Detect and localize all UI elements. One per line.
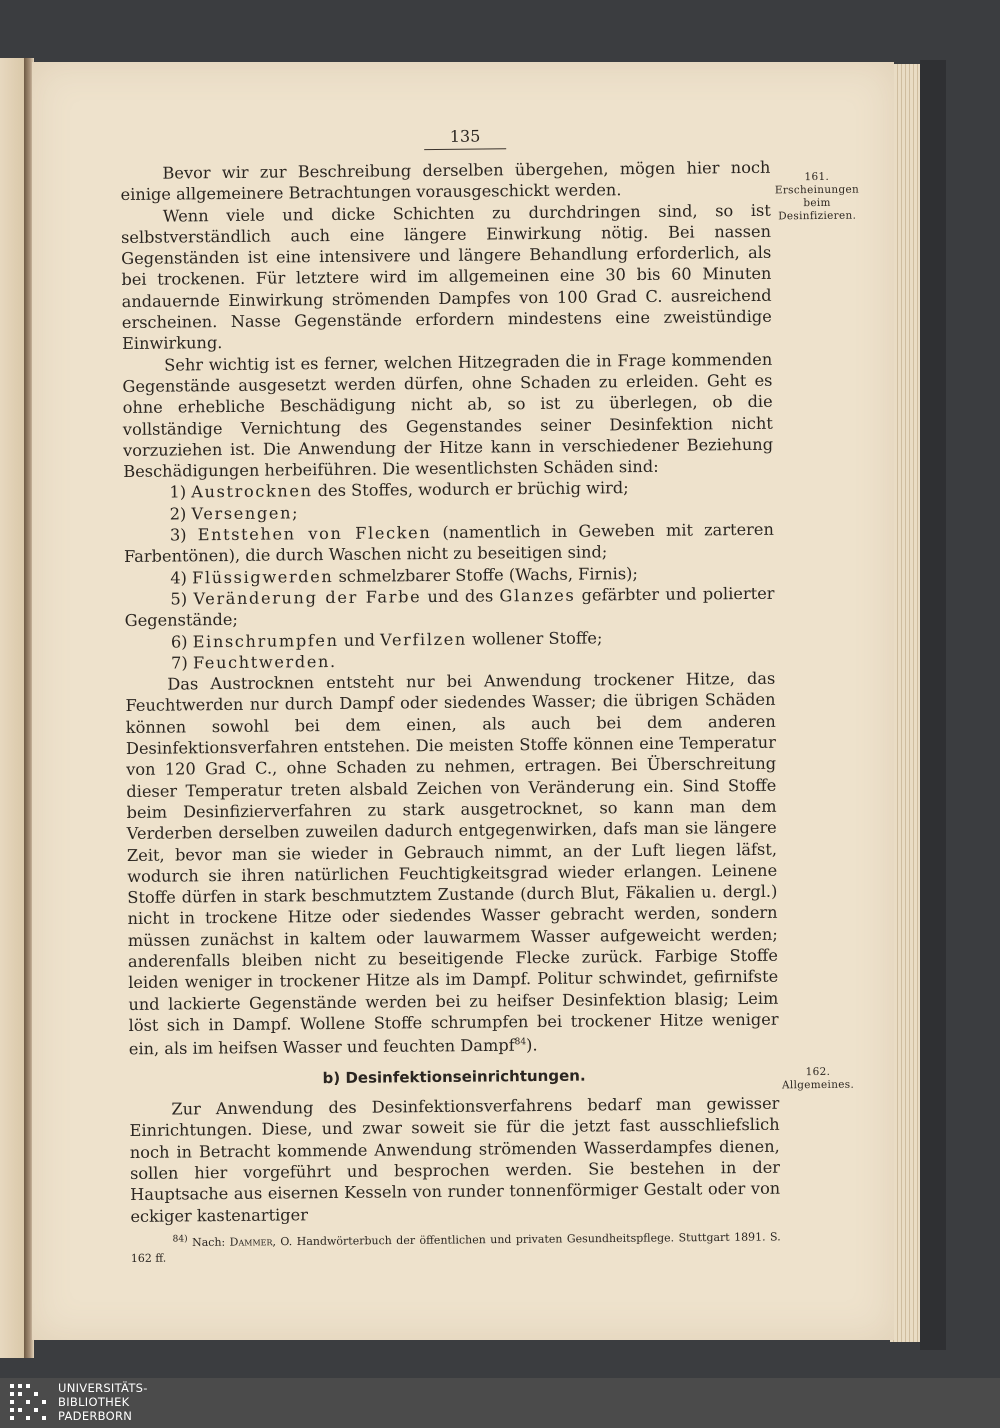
paragraph-4: Das Austrocknen entsteht nur bei Anwendung trockener Hitze, das Feuchtwerden nur durch Dampf oder siedendes Wasser; die übrigen Schäden können sowohl bei dem einen, als auch bei dem anderen Desinfektionsverfahren entstehen. Die meisten Stoffe können eine Temperatur von 120 Grad C., ohne Schaden zu nehmen, ertragen. Bei Überschreitung dieser Temperatur treten alsbald Zeichen von Veränderung ein. Sind Stoffe beim Desinfizierverfahren zu stark ausgetrocknet, so kann man dem Verderben derselben zuweilen dadurch entgegenwirken, dafs man sie längere Zeit, bevor man sie wieder in Gebrauch nimmt, an der Luft liegen läfst, wodurch sie ihren natürlichen Feuchtigkeitsgrad wieder erlangen. Leinene Stoffe dürfen in stark beschmutztem Zustande (durch Blut, Fäkalien u. dergl.) nicht in trockene Hitze oder siedendes Wasser gebracht werden, sondern müssen zunächst in kaltem oder lauwarmem Wasser aufgeweicht werden; anderenfalls bleiben nicht zu beseitigende Flecke zurück. Farbige Stoffe leiden weniger in trockener Hitze als im Dampf. Politur schwindet, gefirnifste und lackierte Gegenstände werden bei zu heifser Desinfektion blasig; Leim löst sich in Dampf. Wollene Stoffe schrumpfen bei trockener Hitze weniger ein, als im heifsen Wasser und feuchten Dampf$^{84}$). (125, 668, 779, 1059)
section-heading: b) Desinfektionseinrichtungen. (322, 1066, 586, 1087)
library-logo-icon (8, 1382, 52, 1424)
list-item-3: 3) Entstehen von Flecken (namentlich in Geweben mit zarteren Farbentönen), die durch Waschen nicht zu beseitigen sind; (124, 519, 774, 567)
list-item-5: 5) Veränderung der Farbe und des Glanzes gefärbter und polierter Gegenstände; (124, 583, 775, 631)
footnote-reference: 84 (514, 1037, 527, 1048)
footnote: $^{84)}$ Nach: Dammer, O. Handwörterbuch der öffentlichen und privaten Gesundheitspflege. Stuttgart 1891. S. 162 ff. (130, 1230, 781, 1265)
page-number: 135 (120, 124, 770, 153)
margin-note-162: 162. Allgemeines. (781, 1065, 855, 1092)
list-item-7: 7) Feuchtwerden. (171, 651, 336, 673)
list-item-2: 2) Versengen; (169, 503, 298, 524)
list-item-1: 1) Austrocknen des Stoffes, wodurch er brüchig wird; (169, 478, 629, 502)
list-item-4: 4) Flüssigwerden schmelzbarer Stoffe (Wachs, Firnis); (170, 563, 638, 588)
margin-note-161: 161. Erscheinungen beim Desinfizieren. (774, 170, 860, 223)
paragraph-3: Sehr wichtig ist es ferner, welchen Hitzegraden die in Frage kommenden Gegenstände ausgesetzt werden dürfen, ohne Schaden zu erleiden. Geht es ohne erhebliche Beschädigung nicht ab, so ist zu überlegen, ob die vollständige Vernichtung des Gegenstandes seiner Desinfektion nicht vorzuziehen ist. Die Anwendung der Hitze kann in verschiedener Beziehung Beschädigungen herbeiführen. Die wesentlichsten Schäden sind: (122, 349, 774, 482)
book-cover-edge (920, 60, 946, 1350)
paragraph-2: Wenn viele und dicke Schichten zu durchdringen sind, so ist selbstverständlich auch eine längere Einwirkung nötig. Bei nassen Gegenständen ist eine intensivere und längere Behandlung erforderlich, als bei trockenen. Für letztere wird im allgemeinen eine 30 bis 60 Minuten andauernde Einwirkung strömenden Dampfes von 100 Grad C. ausreichend erscheinen. Nasse Gegenstände erfordern mindestens eine zweistündige Einwirkung. (120, 200, 772, 354)
list-item-6: 6) Einschrumpfen und Verfilzen wollener Stoffe; (170, 627, 603, 652)
page-text (120, 124, 781, 1266)
page-stack-edge (890, 64, 920, 1342)
paragraph-1: Bevor wir zur Beschreibung derselben übergehen, mögen hier noch einige allgemeinere Betrachtungen vorausgeschickt werden. (120, 157, 771, 205)
library-name: UNIVERSITÄTS- BIBLIOTHEK PADERBORN (58, 1381, 148, 1423)
paragraph-5: Zur Anwendung des Desinfektionsverfahrens bedarf man gewisser Einrichtungen. Diese, und zwar soweit sie für die jetzt fast ausschliefslich noch in Betracht kommende Anwendung strömenden Wasserdampfes dienen, sollen hier vorgeführt und besprochen werden. Sie bestehen in der Hauptsache aus eisernen Kesseln von runder tonnenförmiger Gestalt oder von eckiger kastenartiger (129, 1093, 781, 1226)
footer-bar (0, 1378, 1000, 1428)
